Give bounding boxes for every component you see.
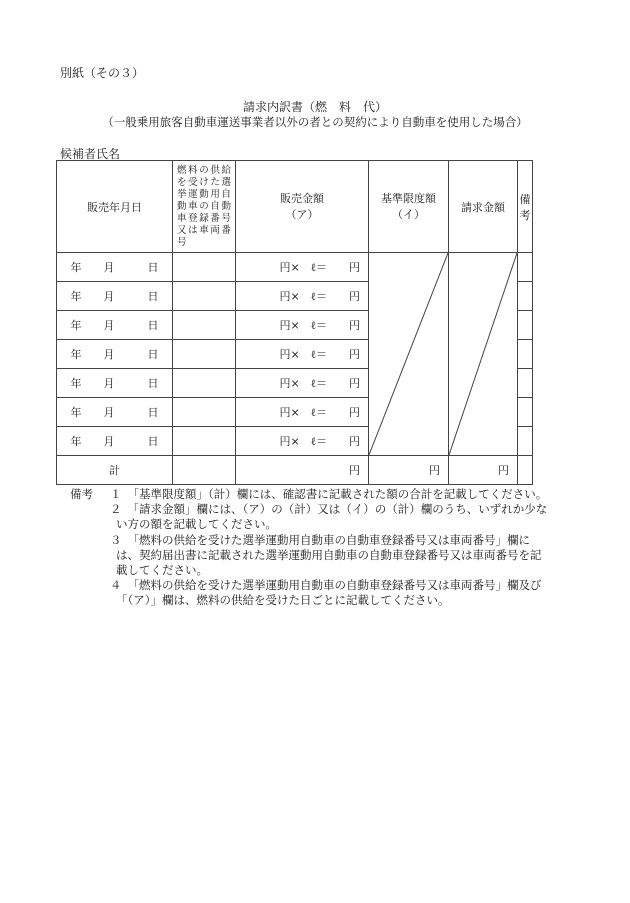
sale-amount-cell[interactable]: 円× ℓ＝ 円 — [236, 398, 369, 427]
note-number: ２ — [110, 502, 122, 517]
vehicle-number-cell[interactable] — [173, 427, 236, 456]
remarks-cell[interactable] — [518, 427, 533, 456]
date-part-label: 日 — [147, 348, 159, 361]
total-row — [57, 456, 533, 485]
date-part-label: 年 — [70, 406, 82, 419]
sale-date-cell[interactable] — [57, 398, 173, 427]
note-number: １ — [110, 487, 122, 501]
diagonal-slash — [369, 253, 448, 455]
date-part-label: 年 — [70, 348, 82, 361]
header-standard-limit-mark: （イ） — [392, 207, 425, 221]
remarks-cell[interactable] — [518, 311, 533, 340]
date-part-label: 年 — [70, 261, 82, 274]
note-item — [70, 578, 550, 608]
document-title: 請求内訳書（燃 料 代） — [242, 100, 387, 114]
header-sale-date: 販売年月日 — [57, 161, 173, 253]
remarks-cell[interactable] — [518, 369, 533, 398]
note-number: ４ — [110, 578, 122, 593]
note-text: 「請求金額」欄には、（ア）の（計）又は（イ）の（計）欄のうち、いずれか少ない方の額を記載してください。 — [116, 502, 548, 532]
date-part-label: 月 — [103, 290, 115, 303]
header-row — [57, 161, 533, 253]
remarks-cell[interactable] — [518, 282, 533, 311]
total-standard-limit: 円 — [369, 456, 449, 485]
candidate-name-label: 候補者氏名 — [60, 147, 121, 161]
sale-date-cell[interactable] — [57, 311, 173, 340]
annex-label: 別紙（その３） — [60, 66, 145, 80]
header-sale-amount-label: 販売金額 — [280, 191, 324, 205]
sale-date-cell[interactable] — [57, 427, 173, 456]
total-vehicle-cell — [173, 456, 236, 485]
header-standard-limit — [369, 161, 449, 253]
fuel-claim-table — [56, 160, 533, 485]
document-subtitle: （一般乗用旅客自動車運送事業者以外の者との契約により自動車を使用した場合） — [102, 115, 528, 129]
sale-date-cell[interactable] — [57, 369, 173, 398]
header-standard-limit-label: 基準限度額 — [381, 191, 436, 205]
header-sale-amount-mark: （ア） — [285, 207, 319, 221]
sale-amount-cell[interactable]: 円× ℓ＝ 円 — [236, 282, 369, 311]
total-label: 計 — [57, 456, 173, 485]
date-part-label: 月 — [103, 261, 115, 274]
sale-date-cell[interactable] — [57, 253, 173, 282]
remarks-cell[interactable] — [518, 340, 533, 369]
note-text: 「燃料の供給を受けた選挙運動用自動車の自動車登録番号又は車両番号」欄及び「（ア）」欄は、燃料の供給を受けた日ごとに記載してください。 — [116, 578, 542, 608]
vehicle-number-cell[interactable] — [173, 369, 236, 398]
header-vehicle-number — [173, 161, 236, 253]
date-part-label: 月 — [103, 435, 115, 448]
date-part-label: 日 — [147, 290, 159, 303]
note-item — [70, 533, 550, 579]
date-part-label: 月 — [103, 377, 115, 390]
date-part-label: 月 — [103, 319, 115, 332]
date-part-label: 日 — [147, 406, 159, 419]
date-part-label: 年 — [70, 290, 82, 303]
date-part-label: 年 — [70, 435, 82, 448]
date-part-label: 年 — [70, 319, 82, 332]
table-row — [57, 253, 533, 282]
notes-section — [70, 487, 550, 609]
note-text: 「燃料の供給を受けた選挙運動用自動車の自動車登録番号又は車両番号」欄には、契約届出書に記載された選挙運動用自動車の自動車登録番号又は車両番号を記載してください。 — [116, 532, 542, 578]
vehicle-number-cell[interactable] — [173, 398, 236, 427]
sale-amount-cell[interactable]: 円× ℓ＝ 円 — [236, 253, 369, 282]
remarks-cell[interactable] — [518, 398, 533, 427]
sale-amount-cell[interactable]: 円× ℓ＝ 円 — [236, 340, 369, 369]
note-item — [70, 487, 550, 502]
header-vehicle-number-text: 燃料の供給を受けた選挙運動用自動車の自動車登録番号又は車両番号 — [177, 164, 231, 248]
date-part-label: 日 — [147, 319, 159, 332]
sale-amount-cell[interactable]: 円× ℓ＝ 円 — [236, 369, 369, 398]
date-part-label: 日 — [147, 261, 159, 274]
date-part-label: 月 — [103, 406, 115, 419]
notes-label: 備考 — [70, 487, 93, 501]
total-sale-amount: 円 — [236, 456, 369, 485]
diagonal-slash — [449, 253, 517, 455]
vehicle-number-cell[interactable] — [173, 340, 236, 369]
sale-date-cell[interactable] — [57, 340, 173, 369]
remarks-cell[interactable] — [518, 253, 533, 282]
data-rows — [57, 253, 533, 456]
note-text: 「基準限度額」（計）欄には、確認書に記載された額の合計を記載してください。 — [127, 487, 548, 501]
sale-amount-cell[interactable]: 円× ℓ＝ 円 — [236, 311, 369, 340]
total-claim-amount: 円 — [449, 456, 518, 485]
standard-limit-slash-cell — [369, 253, 449, 456]
sale-amount-cell[interactable]: 円× ℓ＝ 円 — [236, 427, 369, 456]
date-part-label: 日 — [147, 377, 159, 390]
vehicle-number-cell[interactable] — [173, 253, 236, 282]
total-remarks-cell — [518, 456, 533, 485]
note-item — [70, 502, 550, 532]
note-number: ３ — [110, 532, 122, 547]
vehicle-number-cell[interactable] — [173, 311, 236, 340]
header-remarks: 備考 — [518, 161, 533, 253]
header-sale-amount — [236, 161, 369, 253]
claim-amount-slash-cell — [449, 253, 518, 456]
date-part-label: 月 — [103, 348, 115, 361]
date-part-label: 日 — [147, 435, 159, 448]
date-part-label: 年 — [70, 377, 82, 390]
header-claim-amount: 請求金額 — [449, 161, 518, 253]
vehicle-number-cell[interactable] — [173, 282, 236, 311]
sale-date-cell[interactable] — [57, 282, 173, 311]
